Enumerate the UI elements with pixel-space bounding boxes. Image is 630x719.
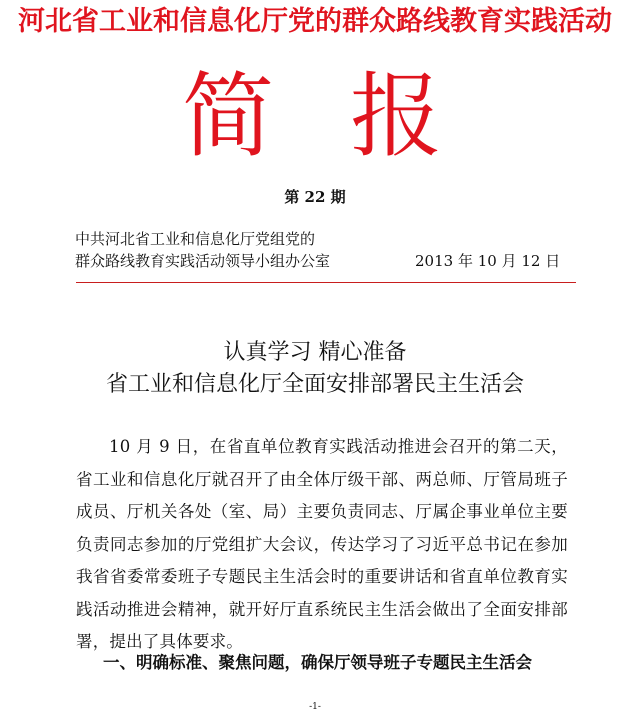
page-number: -1- [309,702,321,712]
issue-date: 2013 年 10 月 12 日 [415,252,561,270]
title-character-jian: 简 [182,63,275,170]
section-heading-1: 一、明确标准、聚焦问题，确保厅领导班子专题民主生活会 [103,653,532,672]
issue-number: 第 22 期 [284,188,346,206]
issuing-office [75,228,330,272]
issuing-office-line-1: 中共河北省工业和信息化厅党组党的 [75,230,316,248]
title-character-bao: 报 [350,63,443,170]
article-paragraph: 10 月 9 日，在省直单位教育实践活动推进会召开的第二天，省工业和信息化厅就召开了由全体厅级干部、两总师、厅管局班子成员、厅机关各处（室、局）主要负责同志、厅属企事业单位主要负责同志参加的厅党组扩大会议，传达学习了习近平总书记在参加我省省委常委班子专题民主生活会时的重要讲话和省直单位教育实践活动推进会精神，就开好厅直系统民主生活会做出了全面安排部署，提出了具体要求。 [76,437,568,651]
issuing-office-line-2: 群众路线教育实践活动领导小组办公室 [75,252,331,270]
header-banner: 河北省工业和信息化厅党的群众路线教育实践活动 [18,6,612,37]
article-headline: 认真学习 精心准备 [223,340,407,365]
article-subheadline: 省工业和信息化厅全面安排部署民主生活会 [105,372,524,397]
header-divider [76,282,576,283]
